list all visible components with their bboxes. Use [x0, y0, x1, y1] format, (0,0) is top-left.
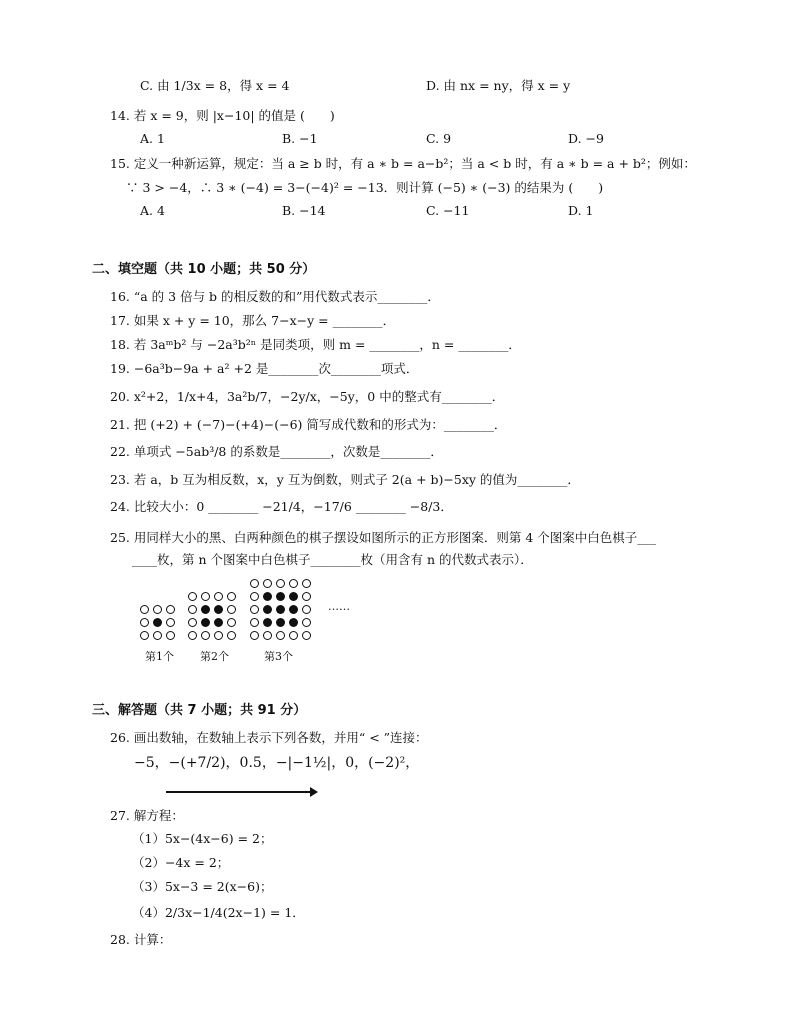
q26-stem: 26. 画出数轴，在数轴上表示下列各数，并用“ < ”连接： — [110, 730, 428, 745]
pattern-figure-1 — [140, 605, 180, 645]
q15-option-a: A. 4 — [140, 203, 165, 218]
black-piece — [263, 605, 272, 614]
white-piece — [188, 631, 197, 640]
q27-stem: 27. 解方程： — [110, 808, 184, 823]
black-piece — [214, 618, 223, 627]
black-piece — [289, 605, 298, 614]
q20-text: 20. x²+2，1/x+4，3a²b/7，−2y/x，−5y，0 中的整式有________． — [110, 389, 505, 404]
white-piece — [166, 631, 175, 640]
white-piece — [166, 605, 175, 614]
white-piece — [188, 618, 197, 627]
white-piece — [250, 605, 259, 614]
white-piece — [263, 631, 272, 640]
q13-option-d: D. 由 nx = ny，得 x = y — [426, 78, 571, 93]
white-piece — [302, 631, 311, 640]
white-piece — [302, 618, 311, 627]
q14-option-a: A. 1 — [140, 131, 165, 146]
q17-text: 17. 如果 x + y = 10，那么 7−x−y = ________． — [110, 313, 396, 328]
black-piece — [214, 605, 223, 614]
white-piece — [227, 605, 236, 614]
white-piece — [227, 618, 236, 627]
pattern-caption-3: 第3个 — [264, 650, 293, 663]
black-piece — [276, 592, 285, 601]
white-piece — [188, 605, 197, 614]
white-piece — [289, 631, 298, 640]
white-piece — [276, 579, 285, 588]
white-piece — [188, 592, 197, 601]
black-piece — [153, 618, 162, 627]
q15-stem-line1: 15. 定义一种新运算，规定：当 a ≥ b 时，有 a ∗ b = a−b²；当 a < b 时，有 a ∗ b = a + b²；例如： — [110, 156, 696, 171]
black-piece — [263, 618, 272, 627]
pattern-figure-2 — [188, 592, 240, 644]
q27-part4: （4）2/3x−1/4(2x−1) = 1． — [132, 905, 305, 920]
white-piece — [289, 579, 298, 588]
white-piece — [276, 631, 285, 640]
black-piece — [263, 592, 272, 601]
q19-text: 19. −6a³b−9a + a² +2 是________次________项式． — [110, 361, 419, 376]
q15-option-d: D. 1 — [568, 203, 594, 218]
white-piece — [140, 618, 149, 627]
white-piece — [201, 592, 210, 601]
q27-part1: （1）5x−(4x−6) = 2； — [132, 831, 273, 846]
black-piece — [289, 592, 298, 601]
pattern-caption-2: 第2个 — [200, 650, 229, 663]
white-piece — [302, 579, 311, 588]
q18-text: 18. 若 3aᵐb² 与 −2a³b²ⁿ 是同类项，则 m = ________，n = ________． — [110, 337, 521, 352]
q22-text: 22. 单项式 −5ab³/8 的系数是________，次数是________． — [110, 444, 443, 459]
white-piece — [201, 631, 210, 640]
q24-text: 24. 比较大小：0 ________ −21/4，−17/6 ________ −8/3． — [110, 499, 453, 514]
q27-part3: （3）5x−3 = 2(x−6)； — [132, 879, 273, 894]
q23-text: 23. 若 a，b 互为相反数，x，y 互为倒数，则式子 2(a + b)−5xy 的值为________． — [110, 472, 580, 487]
white-piece — [250, 618, 259, 627]
black-piece — [201, 605, 210, 614]
pattern-caption-1: 第1个 — [145, 650, 174, 663]
q14-option-c: C. 9 — [426, 131, 452, 146]
white-piece — [214, 592, 223, 601]
q26-numbers: −5，−(+7/2)，0.5，−|−1½|，0，(−2)²， — [134, 755, 420, 771]
white-piece — [250, 592, 259, 601]
white-piece — [140, 605, 149, 614]
white-piece — [227, 592, 236, 601]
q21-text: 21. 把 (+2) + (−7)−(+4)−(−6) 简写成代数和的形式为：________． — [110, 417, 507, 432]
section-heading-answer: 三、解答题（共 7 小题；共 91 分） — [92, 703, 307, 718]
white-piece — [227, 631, 236, 640]
white-piece — [302, 605, 311, 614]
pattern-ellipsis: …… — [328, 600, 350, 613]
q27-part2: （2）−4x = 2； — [132, 855, 230, 870]
q13-option-c: C. 由 1/3x = 8，得 x = 4 — [140, 78, 290, 93]
q25-text-line2: ____枚，第 n 个图案中白色棋子________枚（用含有 n 的代数式表示）． — [132, 552, 533, 567]
q14-option-b: B. −1 — [282, 131, 318, 146]
white-piece — [153, 605, 162, 614]
white-piece — [250, 579, 259, 588]
q15-option-b: B. −14 — [282, 203, 326, 218]
white-piece — [140, 631, 149, 640]
q14-option-d: D. −9 — [568, 131, 604, 146]
q15-option-c: C. −11 — [426, 203, 470, 218]
white-piece — [153, 631, 162, 640]
q15-stem-line2: ∵ 3 > −4，∴ 3 ∗ (−4) = 3−(−4)² = −13．则计算 (−5) ∗ (−3) 的结果为 ( ) — [126, 180, 604, 195]
number-line-arrow — [166, 791, 316, 793]
black-piece — [276, 605, 285, 614]
q28-stem: 28. 计算： — [110, 932, 172, 947]
white-piece — [302, 592, 311, 601]
white-piece — [214, 631, 223, 640]
black-piece — [276, 618, 285, 627]
white-piece — [250, 631, 259, 640]
black-piece — [201, 618, 210, 627]
pattern-figure-3 — [250, 579, 316, 645]
white-piece — [166, 618, 175, 627]
q16-text: 16. “a 的 3 倍与 b 的相反数的和”用代数式表示________． — [110, 289, 440, 304]
white-piece — [263, 579, 272, 588]
black-piece — [289, 618, 298, 627]
q25-text-line1: 25. 用同样大小的黑、白两种颜色的棋子摆设如图所示的正方形图案．则第 4 个图案中白色棋子___ — [110, 530, 657, 545]
q14-stem: 14. 若 x = 9，则 |x−10| 的值是 ( ) — [110, 108, 335, 123]
section-heading-fill-blank: 二、填空题（共 10 小题；共 50 分） — [92, 262, 316, 277]
